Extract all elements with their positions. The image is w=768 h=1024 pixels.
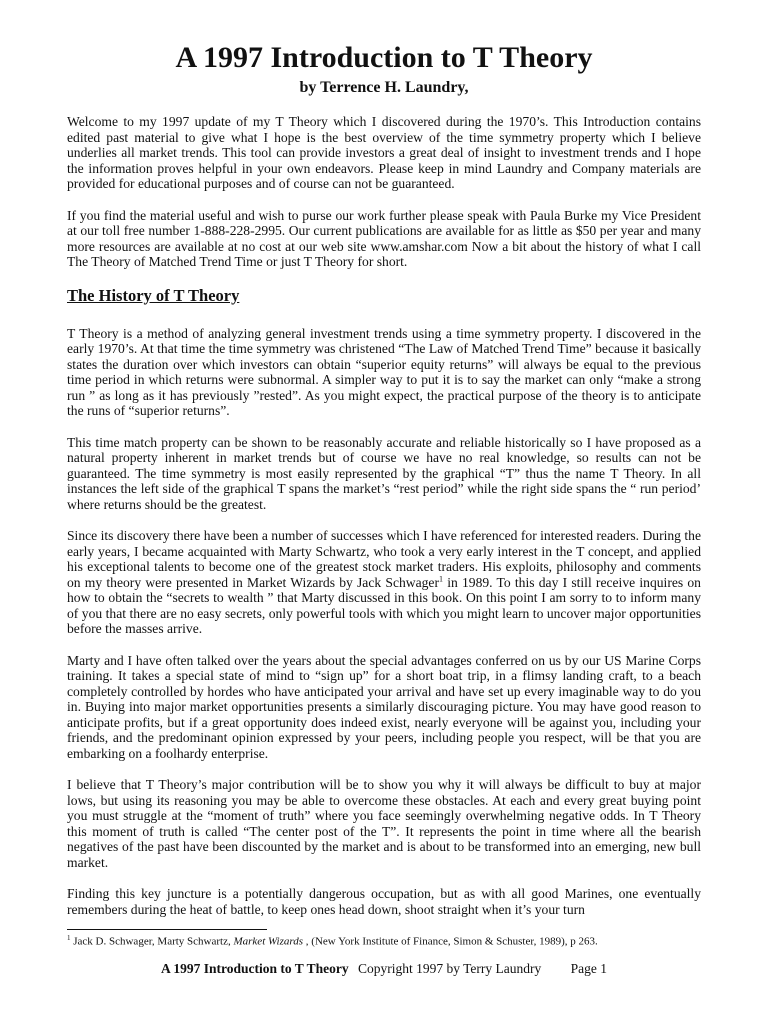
footnote-text-b: , (New York Institute of Finance, Simon & Schuster, 1989), p 263.: [303, 935, 598, 948]
document-body: [67, 110, 701, 933]
history-paragraph-5: I believe that T Theory’s major contribution will be to show you why it will always be difficult to buy at major lows, but using its reasoning you may be able to overcome these obstacles. At each and every great buying point you must struggle at the “moment of truth” where you face seemingly overwhelming negative odds. In T Theory this moment of truth is called “The center post of the T”. It represents the point in time where all the bearish negatives of the past have been discounted by the market and is about to be transformed into an emerging, new bull market.: [67, 777, 701, 870]
section-heading-history: The History of T Theory: [67, 285, 240, 305]
history-paragraph-2: This time match property can be shown to be reasonably accurate and reliable historically so I have proposed as a natural property inherent in market trends but of course we have no real knowledge, so results can not be guaranteed. The time symmetry is most easily represented by the graphical “T” thus the name T Theory. In all instances the left side of the graphical T spans the market’s “rest period” while the right side spans the “ run period’ where returns should be the greatest.: [67, 434, 701, 512]
page-footer: [0, 961, 768, 977]
intro-paragraph-2: If you find the material useful and wish to purse our work further please speak with Paula Burke my Vice President at our toll free number 1-888-228-2995. Our current publications are available for as little as $50 per year and many more resources are available at no cost at our web site www.amshar.com Now a bit about the history of what I call The Theory of Matched Trend Time or just T Theory for short.: [67, 207, 701, 269]
history-paragraph-3: [67, 528, 701, 637]
intro-paragraph-1: Welcome to my 1997 update of my T Theory which I discovered during the 1970’s. This Introduction contains edited past material to give what I hope is the best overview of the time symmetry property which I believe underlies all market trends. This tool can provide investors a great deal of insight to investment trends and I hope the information proves helpful in your own endeavors. Please keep in mind Laundry and Company materials are provided for educational purposes and of course can not be guaranteed.: [67, 114, 701, 191]
footnote: [67, 932, 701, 949]
footer-copyright: Copyright 1997 by Terry Laundry: [358, 961, 542, 976]
history-paragraph-6: Finding this key juncture is a potentially dangerous occupation, but as with all good Marines, one eventually remembers during the heat of battle, to keep ones head down, shoot straight when it’s your turn: [67, 886, 701, 917]
history-paragraph-1: T Theory is a method of analyzing general investment trends using a time symmetry property. I discovered in the early 1970’s. At that time the time symmetry was christened “The Law of Matched Trend Time” because it basically states the duration over which investors can obtain “superior equity returns” will always be equal to the previous time period in which returns were subnormal. A simpler way to put it is to say the market can only “make a strong run ” as long as it has previously ”rested”. As you might expect, the practical purpose of the theory is to anticipate the runs of “superior returns”.: [67, 325, 701, 418]
footnote-divider: [67, 929, 267, 930]
footnote-book-title: Market Wizards: [233, 935, 304, 948]
author-byline: by Terrence H. Laundry,: [299, 79, 469, 96]
history-paragraph-4: Marty and I have often talked over the years about the special advantages conferred on us by our US Marine Corps training. It takes a special state of mind to “sign up” for a short boat trip, in a flimsy landing craft, to a beach completely controlled by hordes who have anticipated your arrival and have set up every imaginable way to do you in. Buying into major market opportunities presents a similarly discouraging picture. You may have good reason to anticipate profits, but if a great opportunity does indeed exist, nearly everyone will be against you, including your friends, and the predominant opinion expressed by your peers, including people you respect, will be that you are embarking on a foolhardy enterprise.: [67, 652, 701, 761]
footer-title: A 1997 Introduction to T Theory: [160, 961, 349, 976]
footnote-marker: 1: [67, 934, 71, 942]
footnote-text-a: Jack D. Schwager, Marty Schwartz,: [70, 935, 234, 948]
page-title: A 1997 Introduction to T Theory: [175, 41, 593, 74]
footer-page-number: Page 1: [570, 961, 608, 976]
history-paragraph-3-text-b: in 1989. To this day I still receive inquires on how to obtain the “secrets to wealth ” that Marty discussed in this book. On this point I am sorry to to inform many of you that there are no easy secrets, only powerful tools with which you might learn to uncover major opportunities before the masses arrive.: [67, 574, 701, 636]
footnote-reference[interactable]: 1: [438, 573, 443, 583]
history-paragraph-3-text-a: Since its discovery there have been a number of successes which I have referenced for interested readers. During the early years, I became acquainted with Marty Schwartz, who took a very early interest in the T concept, and applied his exceptional talents to become one of the greatest stock market traders. His exploits, philosophy and comments on my theory were presented in Market Wizards by Jack Schwager: [67, 528, 701, 590]
